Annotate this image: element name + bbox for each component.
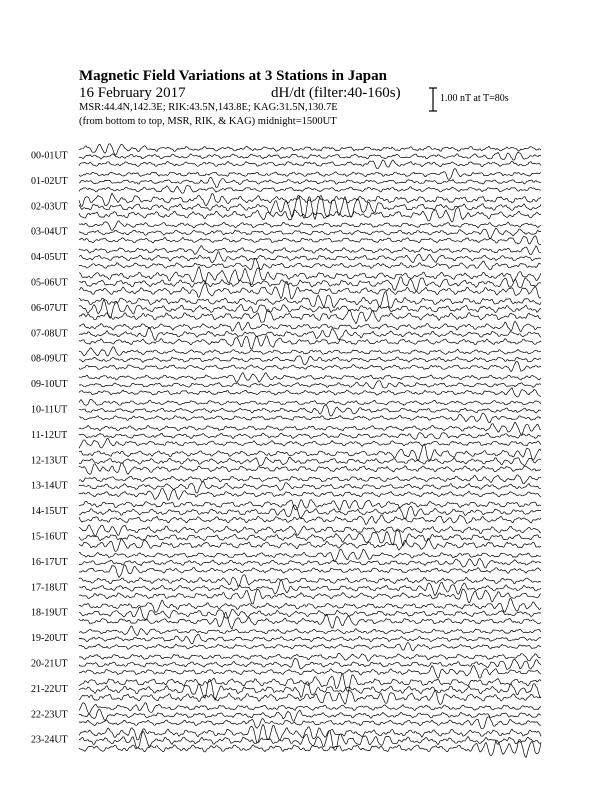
trace-kag xyxy=(79,525,541,536)
station-coordinates: MSR:44.4N,142.3E; RIK:43.5N,143.8E; KAG:31.5N,130.7E xyxy=(79,102,338,113)
trace-msr xyxy=(79,361,541,371)
trace-kag xyxy=(79,575,541,586)
hour-label: 23-24UT xyxy=(31,734,68,746)
trace-msr xyxy=(79,463,541,475)
trace-kag xyxy=(79,400,541,406)
trace-rik xyxy=(79,356,541,365)
hour-label: 03-04UT xyxy=(31,226,68,238)
trace-rik xyxy=(79,252,541,263)
trace-kag xyxy=(79,347,541,356)
trace-msr xyxy=(79,413,541,423)
chart-quantity: dH/dt (filter:40-160s) xyxy=(271,85,401,101)
trace-msr xyxy=(79,565,541,578)
trace-kag xyxy=(79,500,541,511)
trace-msr xyxy=(79,690,541,704)
trace-rik xyxy=(79,709,541,721)
trace-rik xyxy=(79,405,541,416)
trace-rik xyxy=(79,177,541,187)
trace-msr xyxy=(79,336,541,349)
hour-label: 14-15UT xyxy=(31,506,68,518)
trace-msr xyxy=(79,310,541,324)
trace-kag xyxy=(79,221,541,231)
trace-kag xyxy=(79,266,541,284)
trace-kag xyxy=(79,321,541,331)
hour-label: 17-18UT xyxy=(31,582,68,594)
trace-kag xyxy=(79,422,541,434)
hour-label: 12-13UT xyxy=(31,455,68,467)
trace-rik xyxy=(79,228,541,239)
trace-msr xyxy=(79,388,541,397)
station-order-note: (from bottom to top, MSR, RIK, & KAG) midnight=1500UT xyxy=(79,116,337,127)
hour-label: 08-09UT xyxy=(31,353,68,365)
chart-title: Magnetic Field Variations at 3 Stations in Japan xyxy=(79,68,387,84)
trace-kag xyxy=(79,169,541,180)
scale-bar-label: 1.00 nT at T=80s xyxy=(440,93,509,104)
trace-msr xyxy=(79,236,541,245)
trace-msr xyxy=(79,740,541,758)
trace-msr xyxy=(79,717,541,729)
hour-label: 11-12UT xyxy=(31,429,68,441)
trace-kag xyxy=(79,444,541,461)
trace-kag xyxy=(79,475,541,484)
chart-date: 16 February 2017 xyxy=(79,85,186,101)
hour-label: 18-19UT xyxy=(31,607,68,619)
trace-rik xyxy=(79,381,541,389)
hour-label: 15-16UT xyxy=(31,531,68,543)
hour-label: 19-20UT xyxy=(31,633,68,645)
trace-rik xyxy=(79,634,541,644)
trace-rik xyxy=(79,457,541,466)
trace-msr xyxy=(79,642,541,650)
trace-msr xyxy=(79,438,541,448)
trace-kag xyxy=(79,373,541,383)
hour-label: 09-10UT xyxy=(31,379,68,391)
trace-kag xyxy=(79,144,541,156)
hour-label: 21-22UT xyxy=(31,683,68,695)
trace-msr xyxy=(79,160,541,169)
hour-label: 20-21UT xyxy=(31,658,68,670)
trace-rik xyxy=(79,433,541,440)
hour-label: 05-06UT xyxy=(31,277,68,289)
trace-msr xyxy=(79,589,541,604)
trace-msr xyxy=(79,489,541,501)
trace-rik xyxy=(79,559,541,569)
trace-rik xyxy=(79,505,541,519)
hour-label: 10-11UT xyxy=(31,404,68,416)
trace-kag xyxy=(79,193,541,206)
trace-kag xyxy=(79,292,541,308)
trace-msr xyxy=(79,538,541,551)
trace-rik xyxy=(79,327,541,340)
trace-kag xyxy=(79,653,541,661)
trace-msr xyxy=(79,666,541,679)
hour-label: 02-03UT xyxy=(31,201,68,213)
trace-kag xyxy=(79,626,541,636)
trace-rik xyxy=(79,607,541,620)
trace-rik xyxy=(79,152,541,160)
hour-label: 13-14UT xyxy=(31,480,68,492)
hour-label: 06-07UT xyxy=(31,302,68,314)
trace-msr xyxy=(79,186,541,194)
trace-msr xyxy=(79,515,541,525)
trace-kag xyxy=(79,246,541,255)
hour-label: 04-05UT xyxy=(31,252,68,264)
trace-kag xyxy=(79,549,541,561)
hour-label: 07-08UT xyxy=(31,328,68,340)
trace-kag xyxy=(79,598,541,612)
scale-bar xyxy=(429,88,437,111)
trace-kag xyxy=(79,703,541,714)
hour-label: 16-17UT xyxy=(31,556,68,568)
hour-label: 00-01UT xyxy=(31,150,68,162)
hour-label: 22-23UT xyxy=(31,709,68,721)
hour-label: 01-02UT xyxy=(31,175,68,187)
